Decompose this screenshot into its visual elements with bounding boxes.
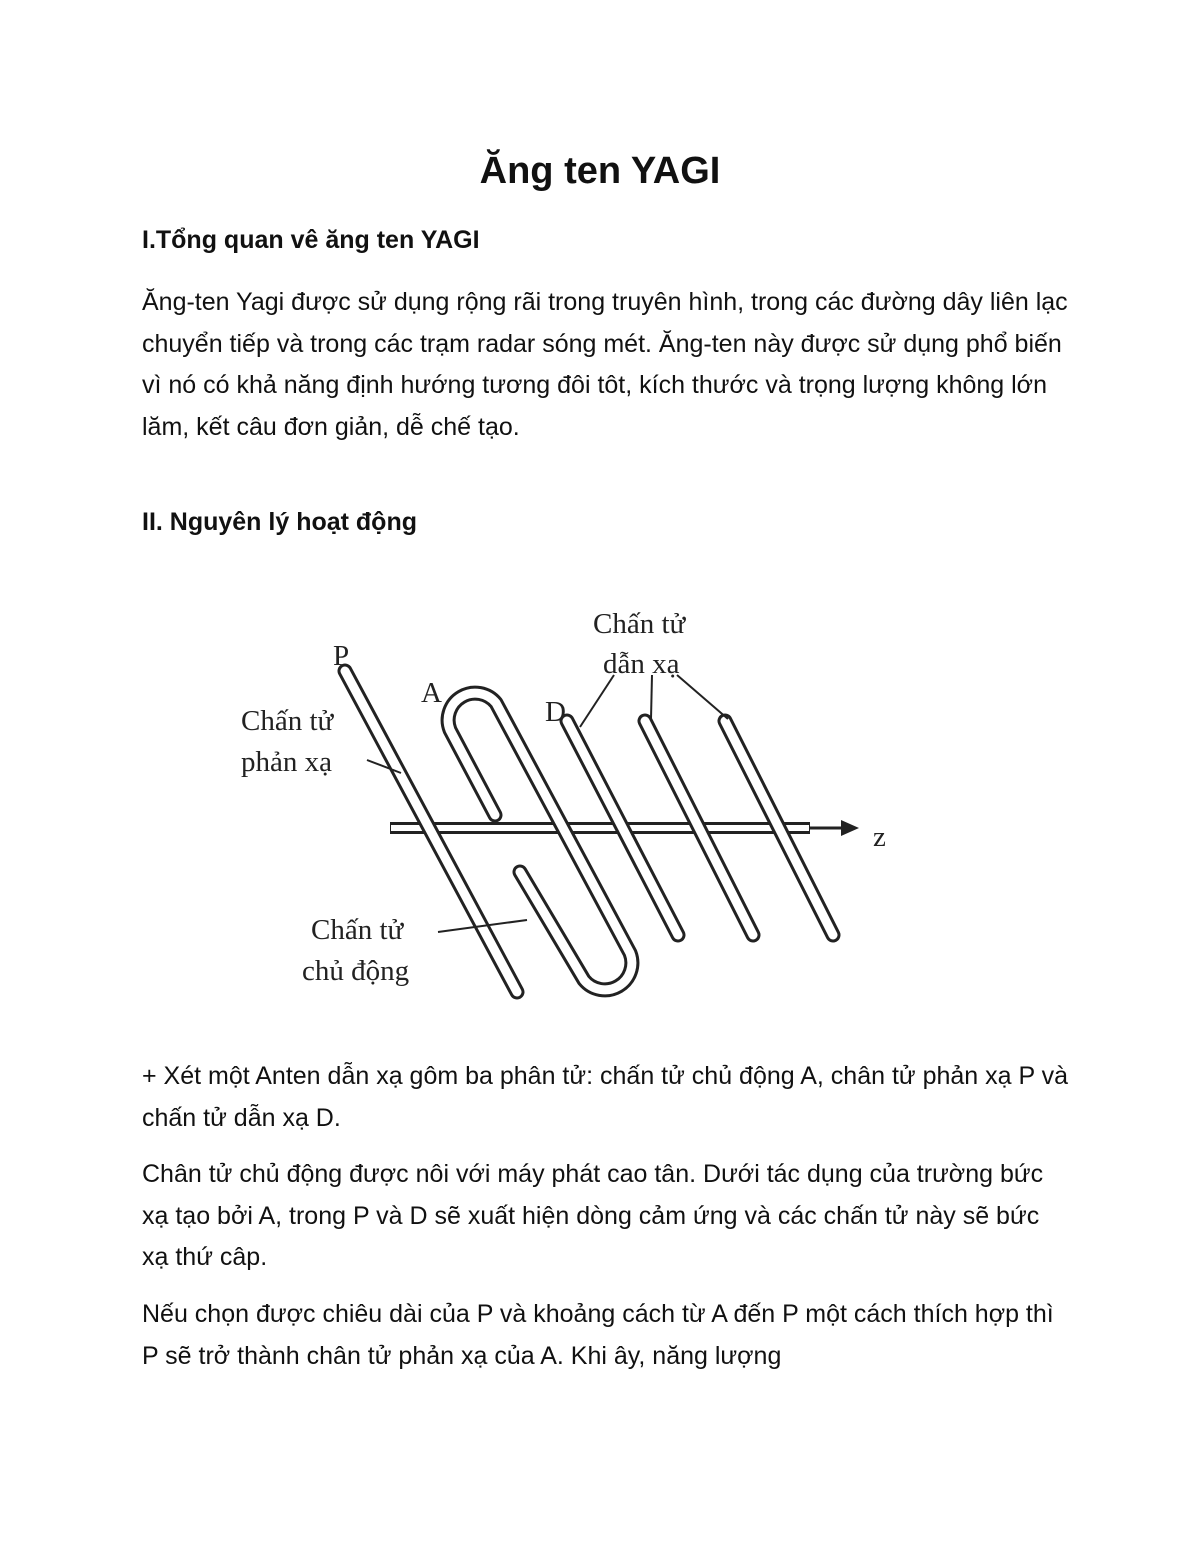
page-title: Ăng ten YAGI xyxy=(479,150,721,192)
section-heading-principle: II. Nguyên lý hoạt động xyxy=(142,508,417,536)
yagi-antenna-diagram xyxy=(225,595,925,1015)
active-label-line2: chủ động xyxy=(302,955,410,987)
label-z: z xyxy=(873,821,886,853)
section-heading-overview: I.Tổng quan vê ăng ten YAGI xyxy=(142,226,480,254)
label-p: P xyxy=(333,640,350,672)
label-a: A xyxy=(421,677,442,709)
paragraph-active: Chân tử chủ động được nôi với máy phát cao tân. Dưới tác dụng của trường bức xạ tạo bởi A, trong P và D sẽ xuất hiện dòng cảm ứng và các chấn tử này sẽ bức xạ thứ câp. xyxy=(142,1160,1044,1271)
paragraph-overview: Ăng-ten Yagi được sử dụng rộng rãi trong truyên hình, trong các đường dây liên lạc chuyển tiếp và trong các trạm radar sóng mét. Ăng-ten này được sử dụng phổ biến vì nó có khả năng định hướng tương đôi tôt, kích thước và trọng lượng không lớn lăm, kết câu đơn giản, dễ chế tạo. xyxy=(142,288,1068,441)
paragraph-elements: + Xét một Anten dẫn xạ gôm ba phân tử: chấn tử chủ động A, chân tử phản xạ P và chấn tử dẫn xạ D. xyxy=(142,1062,1069,1132)
paragraph-reflector: Nếu chọn được chiêu dài của P và khoảng cách từ A đến P một cách thích hợp thì P sẽ trở thành chân tử phản xạ của A. Khi ây, năng lượng xyxy=(142,1300,1054,1370)
active-label-line1: Chấn tử xyxy=(311,914,404,946)
z-axis-arrow xyxy=(810,820,859,836)
label-d: D xyxy=(545,696,566,728)
director-label-line2: dẫn xạ xyxy=(603,648,680,680)
reflector-label-line2: phản xạ xyxy=(241,746,332,778)
active-element xyxy=(448,693,632,990)
reflector-label-line1: Chấn tử xyxy=(241,705,334,737)
director-label-line1: Chấn tử xyxy=(593,608,686,640)
